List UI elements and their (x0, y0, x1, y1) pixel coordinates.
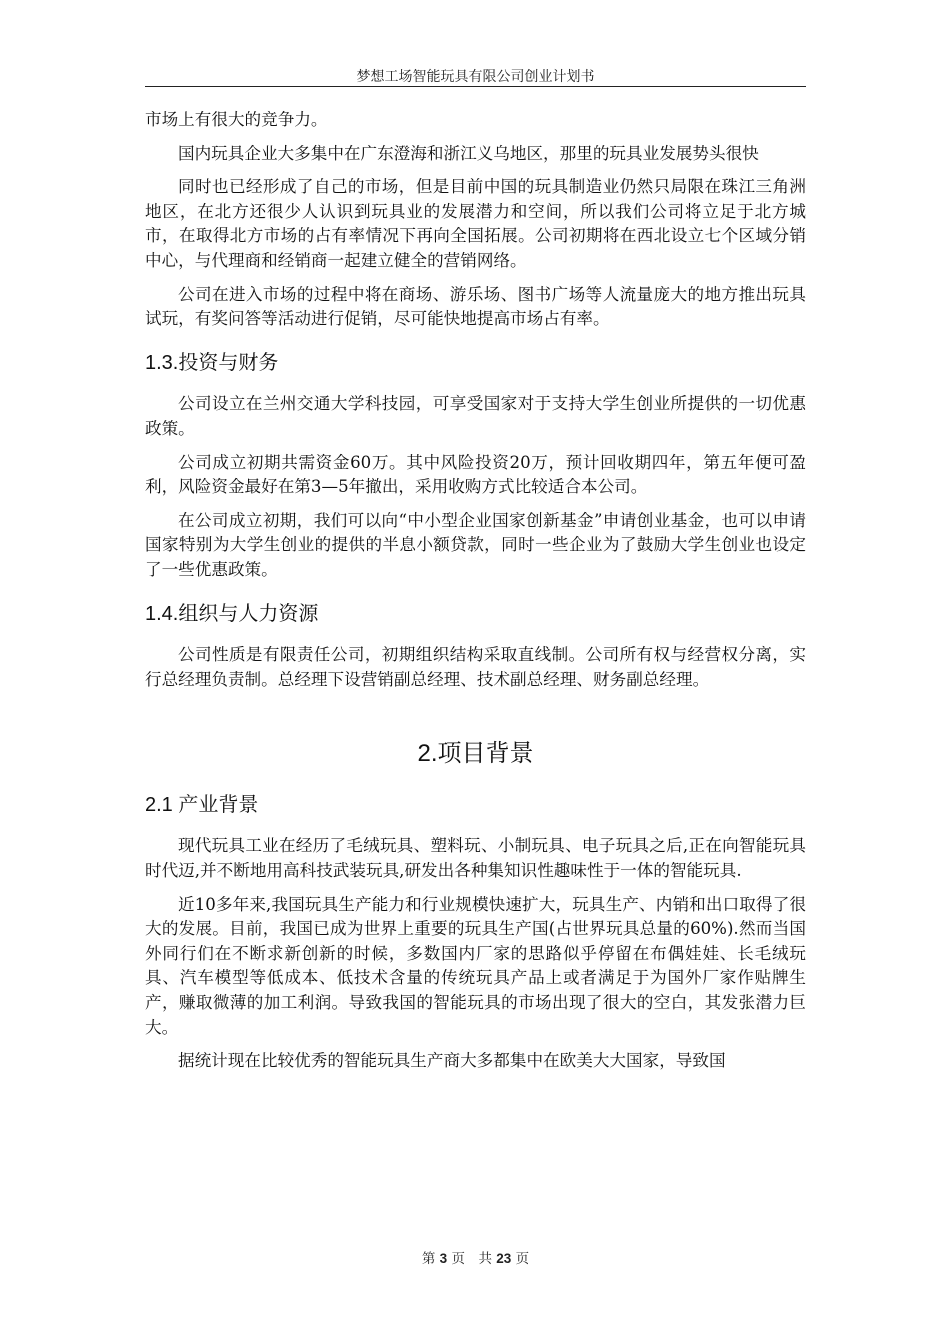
paragraph: 同时也已经形成了自己的市场，但是目前中国的玩具制造业仍然只局限在珠江三角洲地区，在北方还很少人认识到玩具业的发展潜力和空间，所以我们公司将立足于北方城市，在取得北方市场的占有率情况下再向全国拓展。公司初期将在西北设立七个区域分销中心，与代理商和经销商一起建立健全的营销网络。 (145, 177, 806, 270)
paragraph: 公司在进入市场的过程中将在商场、游乐场、图书广场等人流量庞大的地方推出玩具试玩，有奖问答等活动进行促销，尽可能快地提高市场占有率。 (145, 284, 806, 329)
footer-suffix: 页 (515, 1251, 530, 1267)
page-header: 梦想工场智能玩具有限公司创业计划书 (356, 69, 595, 85)
paragraph: 在公司成立初期，我们可以向“中小型企业国家创新基金”申请创业基金，也可以申请国家特别为大学生创业的提供的半息小额贷款，同时一些企业为了鼓励大学生创业也设定了一些优惠政策。 (145, 510, 806, 579)
footer-prefix: 第 (421, 1251, 436, 1267)
chapter-heading-2: 2.项目背景 (417, 740, 534, 768)
paragraph: 近10多年来,我国玩具生产能力和行业规模快速扩大，玩具生产、内销和出口取得了很大的发展。目前，我国已成为世界上重要的玩具生产国(占世界玩具总量的60%).然而当国外同行们在不断求新创新的时候，多数国内厂家的思路似乎停留在布偶娃娃、长毛绒玩具、汽车模型等低成本、低技术含量的传统玩具产品上或者满足于为国外厂家作贴牌生产，赚取微薄的加工利润。导致我国的智能玩具的市场出现了很大的空白，其发张潜力巨大。 (145, 894, 806, 1037)
section-heading-2-1: 2.1 产业背景 (145, 793, 259, 816)
paragraph: 现代玩具工业在经历了毛绒玩具、塑料玩、小制玩具、电子玩具之后,正在向智能玩具时代迈,并不断地用高科技武装玩具,研发出各种集知识性趣味性于一体的智能玩具. (145, 836, 806, 881)
paragraph: 公司成立初期共需资金60万。其中风险投资20万，预计回收期四年，第五年便可盈利，风险资金最好在第3—5年撤出，采用收购方式比较适合本公司。 (145, 452, 806, 497)
footer-mid: 页 共 (451, 1251, 492, 1267)
footer-page-number: 3 (439, 1251, 448, 1266)
header-rule (145, 86, 806, 87)
paragraph: 公司设立在兰州交通大学科技园，可享受国家对于支持大学生创业所提供的一切优惠政策。 (145, 394, 806, 438)
section-heading-1-4: 1.4.组织与人力资源 (145, 602, 319, 625)
paragraph: 据统计现在比较优秀的智能玩具生产商大多都集中在欧美大大国家，导致国 (178, 1051, 726, 1071)
paragraph: 公司性质是有限责任公司，初期组织结构采取直线制。公司所有权与经营权分离，实行总经理负责制。总经理下设营销副总经理、技术副总经理、财务副总经理。 (145, 645, 806, 689)
paragraph: 市场上有很大的竞争力。 (145, 110, 328, 129)
footer-total-pages: 23 (496, 1251, 512, 1266)
page-content (145, 108, 806, 1083)
page-footer (145, 1247, 806, 1267)
section-heading-1-3: 1.3.投资与财务 (145, 351, 279, 374)
paragraph: 国内玩具企业大多集中在广东澄海和浙江义乌地区，那里的玩具业发展势头很快 (178, 143, 759, 163)
